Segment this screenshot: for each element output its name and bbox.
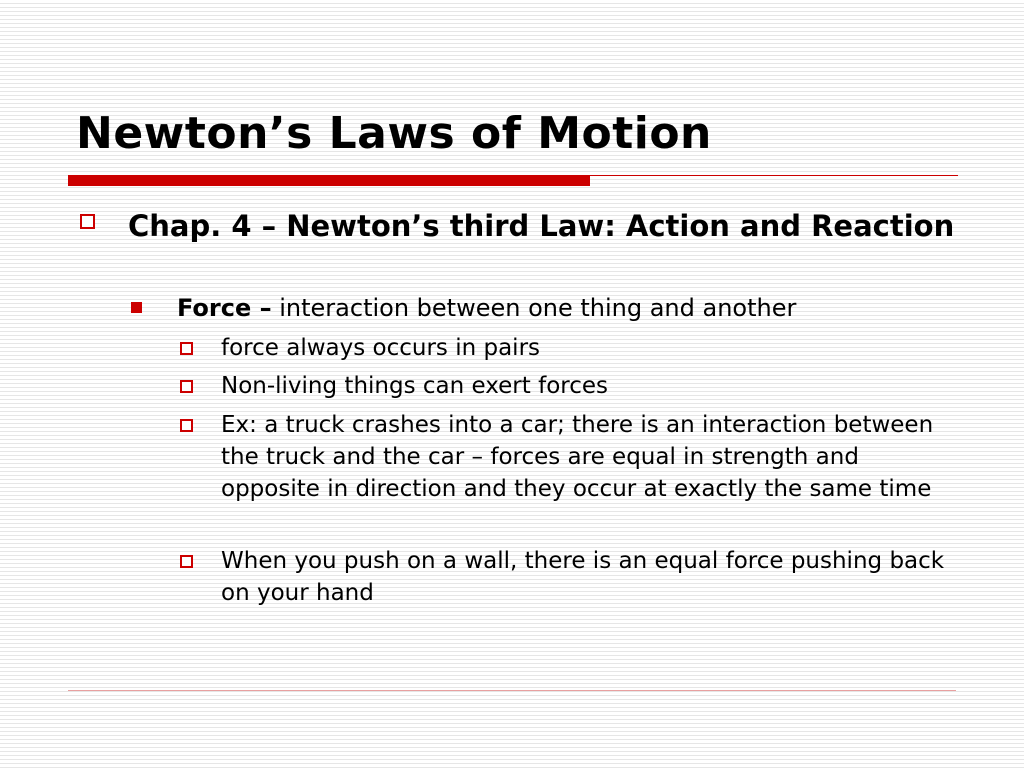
bullet-nonliving: Non-living things can exert forces xyxy=(221,373,608,399)
bullet-force xyxy=(177,290,957,326)
force-term: Force – xyxy=(177,294,272,322)
title-underline-thin xyxy=(590,175,958,176)
hollow-square-icon xyxy=(180,380,193,393)
bullet-pairs: force always occurs in pairs xyxy=(221,335,541,361)
title-underline-thick xyxy=(68,175,590,186)
hollow-square-icon xyxy=(180,419,193,432)
force-definition: interaction between one thing and another xyxy=(271,294,797,322)
footer-rule xyxy=(68,690,956,691)
hollow-square-icon xyxy=(180,555,193,568)
bullet-chapter: Chap. 4 – Newton’s third Law: Action and Reaction xyxy=(128,209,955,243)
hollow-square-icon xyxy=(80,214,95,229)
bullet-truck-example: Ex: a truck crashes into a car; there is an interaction between the truck and the car – forces are equal in strength and opposite in direction and they occur at exactly the same time xyxy=(221,412,934,502)
solid-square-icon xyxy=(131,302,142,313)
hollow-square-icon xyxy=(180,342,193,355)
bullet-wall-example: When you push on a wall, there is an equal force pushing back on your hand xyxy=(221,548,945,606)
slide-title: Newton’s Laws of Motion xyxy=(76,108,712,159)
